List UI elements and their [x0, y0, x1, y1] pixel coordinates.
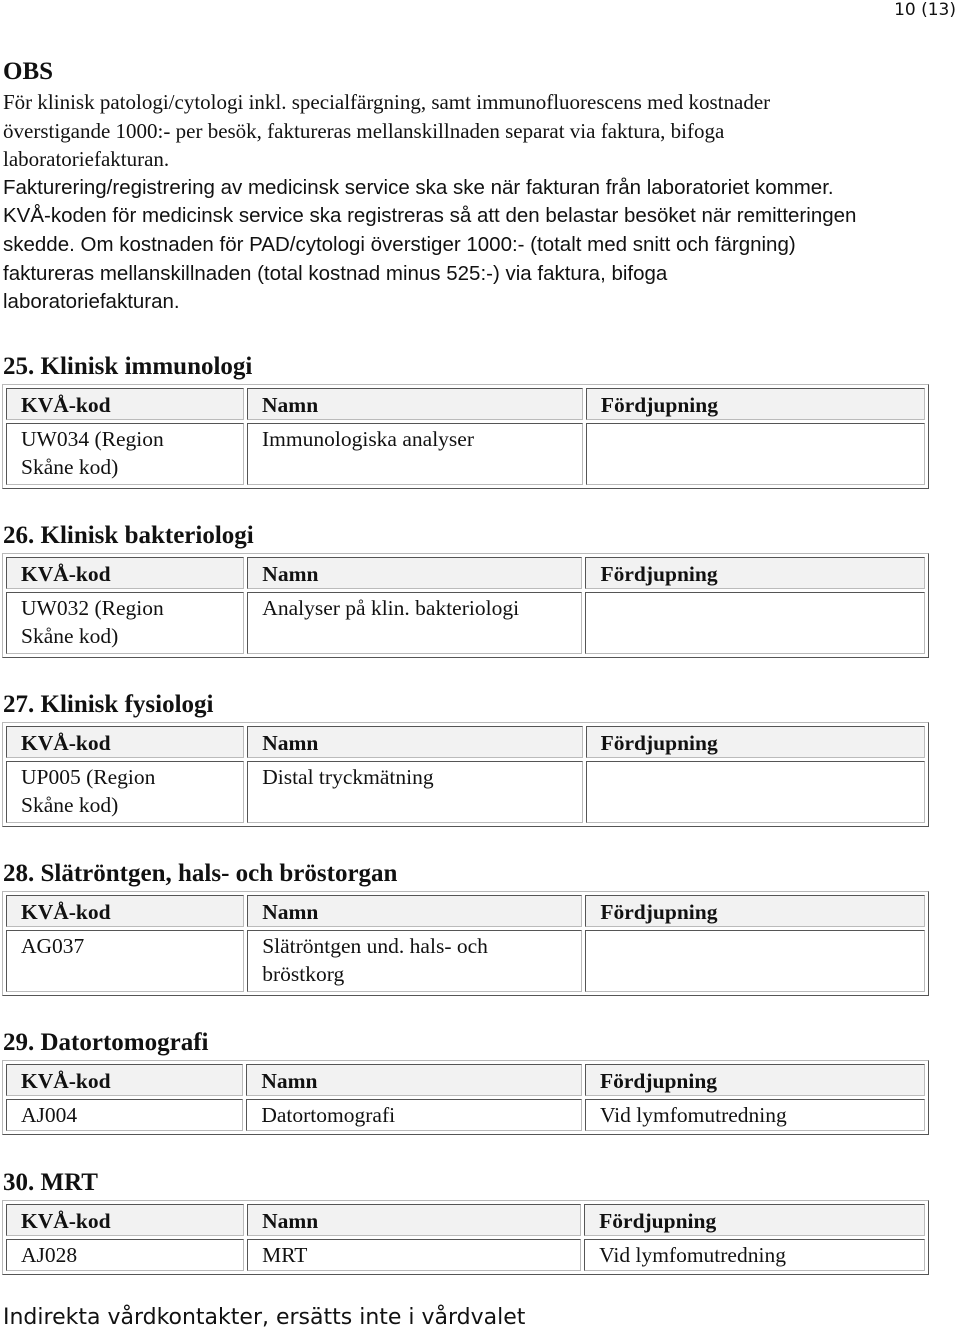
header-code: KVÅ-kod: [6, 1064, 243, 1096]
table-row: [6, 1099, 925, 1131]
header-deep: Fördjupning: [585, 895, 925, 927]
header-name: Namn: [247, 1204, 581, 1236]
header-deep: Fördjupning: [586, 388, 925, 420]
cell-name: Immunologiska analyser: [247, 423, 583, 485]
cell-name: MRT: [247, 1239, 581, 1271]
header-code: KVÅ-kod: [6, 726, 244, 758]
note-line: laboratoriefakturan.: [3, 290, 180, 314]
cell-name: Datortomografi: [246, 1099, 582, 1131]
note-line: skedde. Om kostnaden för PAD/cytologi överstiger 1000:- (totalt med snitt och färgning): [3, 232, 796, 256]
cell-code: AJ028: [6, 1239, 244, 1271]
obs-note: [3, 56, 933, 317]
kva-table: [2, 384, 929, 489]
kva-table: [2, 891, 929, 996]
kva-table: [2, 1060, 929, 1135]
cell-code: UW032 (Region Skåne kod): [6, 592, 244, 654]
header-name: Namn: [247, 388, 583, 420]
cell-code: UW034 (Region Skåne kod): [6, 423, 244, 485]
cell-deep: Vid lymfomutredning: [585, 1099, 925, 1131]
cell-deep: [585, 930, 925, 992]
section-title: 29. Datortomografi: [3, 1029, 209, 1056]
cell-name: Slätröntgen und. hals- och bröstkorg: [247, 930, 582, 992]
header-deep: Fördjupning: [585, 1064, 925, 1096]
page-number: 10 (13): [894, 0, 956, 20]
table-row: [6, 1239, 925, 1271]
header-deep: Fördjupning: [585, 557, 925, 589]
header-name: Namn: [247, 557, 582, 589]
header-code: KVÅ-kod: [6, 1204, 244, 1236]
section-title: 30. MRT: [3, 1169, 98, 1196]
note-line: Fakturering/registrering av medicinsk service ska ske när fakturan från laboratoriet kommer.: [3, 175, 834, 199]
section-title: 26. Klinisk bakteriologi: [3, 522, 254, 549]
cell-name: Distal tryckmätning: [247, 761, 582, 823]
kva-table: [2, 1200, 929, 1275]
cell-deep: [586, 423, 925, 485]
kva-table: [2, 553, 929, 658]
obs-heading: OBS: [3, 58, 54, 85]
kva-table: [2, 722, 929, 827]
cell-deep: [586, 761, 925, 823]
note-line: faktureras mellanskillnaden (total kostnad minus 525:-) via faktura, bifoga: [3, 261, 668, 285]
cell-deep: Vid lymfomutredning: [584, 1239, 925, 1271]
cell-code: AG037: [6, 930, 244, 992]
note-line: överstigande 1000:- per besök, faktureras mellanskillnaden separat via faktura, bifoga: [3, 118, 725, 143]
table-row: [6, 930, 925, 992]
section-title: 28. Slätröntgen, hals- och bröstorgan: [3, 860, 398, 887]
header-name: Namn: [247, 726, 582, 758]
note-line: laboratoriefakturan.: [3, 147, 170, 172]
header-code: KVÅ-kod: [6, 895, 244, 927]
header-name: Namn: [246, 1064, 582, 1096]
table-row: [6, 592, 925, 654]
note-line: KVÅ-koden för medicinsk service ska registreras så att den belastar besöket när remitteringen: [3, 204, 857, 228]
header-code: KVÅ-kod: [6, 557, 244, 589]
header-deep: Fördjupning: [584, 1204, 925, 1236]
section-title: 25. Klinisk immunologi: [3, 353, 253, 380]
note-line: För klinisk patologi/cytologi inkl. specialfärgning, samt immunofluorescens med kostnader: [3, 90, 771, 114]
cell-code: AJ004: [6, 1099, 243, 1131]
header-name: Namn: [247, 895, 582, 927]
cell-code: UP005 (Region Skåne kod): [6, 761, 244, 823]
header-code: KVÅ-kod: [6, 388, 244, 420]
cell-deep: [585, 592, 925, 654]
table-row: [6, 761, 925, 823]
section-title: 27. Klinisk fysiologi: [3, 691, 214, 718]
cell-name: Analyser på klin. bakteriologi: [247, 592, 582, 654]
footer-text: Indirekta vårdkontakter, ersätts inte i vårdvalet: [3, 1305, 526, 1330]
header-deep: Fördjupning: [586, 726, 925, 758]
table-row: [6, 423, 925, 485]
